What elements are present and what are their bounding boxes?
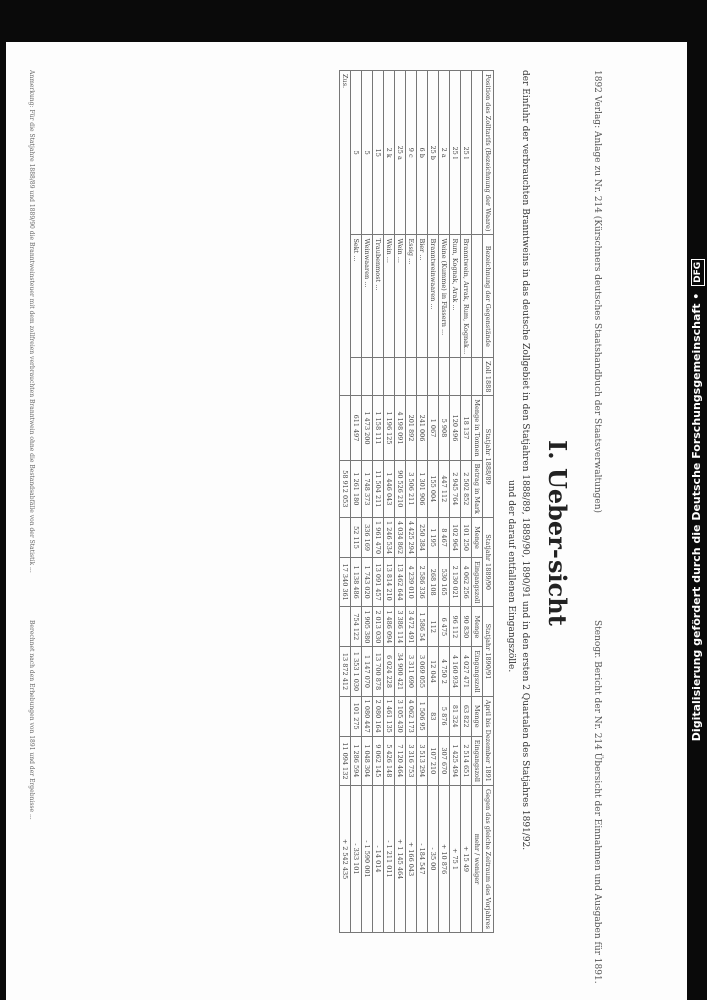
table-cell: 201 892	[406, 396, 417, 460]
table-cell: + 15 49	[461, 785, 472, 932]
header-cell: Gegen das gleiche Zeitraum des Vorjahres	[483, 785, 494, 932]
table-cell: 13 462 644	[395, 558, 406, 607]
table-cell: - 184 547	[417, 785, 428, 932]
table-cell: Wein ...	[384, 235, 395, 358]
table-cell: 530 165	[439, 558, 450, 607]
table-cell: 336 169	[362, 518, 373, 558]
table-cell: 2 k	[384, 71, 395, 235]
table-cell: 5 908	[439, 396, 450, 460]
table-cell: 250 384	[417, 518, 428, 558]
total-cell: 58 912 053	[340, 460, 351, 517]
table-cell: - 1 211 011	[384, 785, 395, 932]
table-cell: 2 945 764	[450, 460, 461, 517]
table-cell: Essig ...	[406, 235, 417, 358]
table-cell: 4 750 2	[439, 647, 450, 696]
subheader-cell: Betrag in Mark	[472, 460, 483, 517]
table-cell: 4 160 934	[450, 647, 461, 696]
dfg-sidebar-text	[687, 0, 707, 1000]
table-cell: 3 311 690	[406, 647, 417, 696]
table-cell	[351, 358, 362, 396]
table-cell: 4 062 173	[406, 696, 417, 736]
table-cell: 1 961 470	[373, 518, 384, 558]
scan-border-top	[0, 0, 707, 42]
table-cell: 4 239 010	[406, 558, 417, 607]
table-header-row	[483, 71, 494, 933]
table-row	[373, 71, 384, 933]
table-row	[384, 71, 395, 933]
subheader-cell: Menge	[472, 696, 483, 736]
total-cell: + 2 542 435	[340, 785, 351, 932]
table-cell: 6 b	[417, 71, 428, 235]
table-subheader-row	[472, 71, 483, 933]
table-cell	[428, 358, 439, 396]
table-cell	[395, 358, 406, 396]
table-row	[450, 71, 461, 933]
total-cell: 17 340 361	[340, 558, 351, 607]
table-cell: 5 876	[439, 696, 450, 736]
table-cell: 1 301 906	[417, 460, 428, 517]
table-row	[428, 71, 439, 933]
subheader-cell: mehr / weniger	[472, 785, 483, 932]
dfg-sidebar	[687, 0, 707, 1000]
total-cell	[340, 696, 351, 736]
table-row	[461, 71, 472, 933]
table-cell: 3 386 114	[395, 607, 406, 647]
table-cell: - 35 00	[428, 785, 439, 932]
table-cell: Bier ...	[417, 235, 428, 358]
table-cell: 101 275	[351, 696, 362, 736]
total-cell	[340, 396, 351, 460]
table-cell: 101 250	[461, 518, 472, 558]
table-cell: 107 210	[428, 736, 439, 785]
table-cell: 13 814 210	[384, 558, 395, 607]
table-cell	[417, 358, 428, 396]
table-cell: 1 473 200	[362, 396, 373, 460]
dfg-sidebar-label: Digitalisierung gefördert durch die Deutsche Forschungsgemeinschaft •	[690, 292, 703, 742]
table-cell: 81 324	[450, 696, 461, 736]
table-cell: 4 034 862	[395, 518, 406, 558]
table-row	[417, 71, 428, 933]
table-cell: - 1 590 001	[362, 785, 373, 932]
table-cell: 5 426 148	[384, 736, 395, 785]
page-subtitle: der Einfuhr der verbrauchten Branntweins in das deutsche Zollgebiet in den Statjahren 1888/89, 1889/90, 1890/91 und in den ersten 2 Quartalen des Statjahres 1891/92.	[520, 70, 530, 851]
subheader-cell: Menge	[472, 518, 483, 558]
table-cell	[450, 358, 461, 396]
table-cell: Weinwaaren ...	[362, 235, 373, 358]
table-cell: 3 513 294	[417, 736, 428, 785]
header-cell: Statjahr 1888/89	[483, 396, 494, 518]
table-cell: 120 496	[450, 396, 461, 460]
header-cell: Statjahr 1889/90	[483, 518, 494, 607]
table-cell: 12 044	[428, 647, 439, 696]
table-cell: 25 l	[450, 71, 461, 235]
subheader-cell: Eingangszoll	[472, 736, 483, 785]
table-cell: + 166 043	[406, 785, 417, 932]
table-row	[439, 71, 450, 933]
table-cell: - 333 101	[351, 785, 362, 932]
table-cell: 90 526 210	[395, 460, 406, 517]
table-cell	[439, 358, 450, 396]
footnote-left: Anmerkung: Für die Statjahre 1888/89 und 1889/90 die Branntweinsteuer mit dem zollfreien verbrauchten Branntwein ohne die Bestandsabfälle von der Statistik ...	[28, 70, 35, 573]
table-cell: 2 080 164	[373, 696, 384, 736]
table-cell: Traubenmost ...	[373, 235, 384, 358]
rotated-page	[10, 60, 610, 1000]
subheader-cell: Menge in Tonnen	[472, 396, 483, 460]
table-cell: + 10 876	[439, 785, 450, 932]
table-cell: 11 504 211	[373, 460, 384, 517]
table-cell: 4 062 256	[461, 558, 472, 607]
table-cell: 1 067	[428, 396, 439, 460]
table-cell: 9 062 145	[373, 736, 384, 785]
table-cell: 83	[428, 696, 439, 736]
table-cell: 3 472 491	[406, 607, 417, 647]
table-cell: - 14 014	[373, 785, 384, 932]
page-title-part2: sicht	[543, 560, 572, 626]
table-cell: 155 004	[428, 460, 439, 517]
table-cell: 1 147 070	[362, 647, 373, 696]
header-cell: Statjahr 1890/91	[483, 607, 494, 696]
table-cell: 5	[362, 71, 373, 235]
table-cell: 1 506 95	[417, 696, 428, 736]
table-cell: + 1 145 464	[395, 785, 406, 932]
table-cell: 9 c	[406, 71, 417, 235]
table-cell: 34 900 421	[395, 647, 406, 696]
table-cell	[373, 358, 384, 396]
table-cell: 2 130 021	[450, 558, 461, 607]
table-cell: 2 a	[439, 71, 450, 235]
total-cell	[340, 607, 351, 647]
table-cell: 15	[373, 71, 384, 235]
table-cell: Weine (Kumme) in Fässern ...	[439, 235, 450, 358]
table-row	[406, 71, 417, 933]
table-cell: 1 486 094	[384, 607, 395, 647]
table-cell	[384, 358, 395, 396]
table-cell: 52 115	[351, 518, 362, 558]
subheader-cell: Eingangszoll	[472, 558, 483, 607]
table-cell: 754 122	[351, 607, 362, 647]
running-header-left: 1892 Verlag: Anlage zu Nr. 214 (Kürschners deutsches Staatshandbuch der Staatsverwaltungen)	[592, 70, 602, 514]
table-cell: 25 a	[395, 71, 406, 235]
table-cell: 8 467	[439, 518, 450, 558]
header-cell: Position des Zolltarifs (Bezeichnung der Waare)	[483, 71, 494, 235]
header-cell: April bis Dezember 1891	[483, 696, 494, 785]
table-cell: 90 830	[461, 607, 472, 647]
table-cell: 25 b	[428, 71, 439, 235]
table-cell: 18 137	[461, 396, 472, 460]
table-cell: 1 286 594	[351, 736, 362, 785]
table-cell: 1 246 534	[384, 518, 395, 558]
table-cell: 241 006	[417, 396, 428, 460]
table-cell	[461, 358, 472, 396]
table-cell: 96 112	[450, 607, 461, 647]
table-cell: 3 105 430	[395, 696, 406, 736]
table-cell: 3 506 211	[406, 460, 417, 517]
page-subtitle-2: und der darauf entfallenen Eingangszölle.	[506, 480, 516, 673]
table-cell: Branntweinwaaren ...	[428, 235, 439, 358]
table-cell: Branntwein, Arrak, Rum, Kognak...	[461, 235, 472, 358]
table-total-row	[340, 71, 351, 933]
table-row	[395, 71, 406, 933]
table-cell: 1 425 494	[450, 736, 461, 785]
table-cell: 7 120 464	[395, 736, 406, 785]
table-cell: 1 461 135	[384, 696, 395, 736]
table-cell: 1 748 373	[362, 460, 373, 517]
table-cell: 13 091 457	[373, 558, 384, 607]
table-cell: 4 198 091	[395, 396, 406, 460]
table-cell: 1 196 125	[384, 396, 395, 460]
subheader-cell: Eingangszoll	[472, 647, 483, 696]
header-cell: Bezeichnung der Gegenstände	[483, 235, 494, 358]
table-cell: 2 013 030	[373, 607, 384, 647]
table-cell: Sekt ...	[351, 235, 362, 358]
table-cell	[406, 358, 417, 396]
total-cell: 13 872 412	[340, 647, 351, 696]
footnote-right: Berechnet nach den Erhebungen von 1891 und der Ergebnisse ...	[28, 620, 35, 820]
table-cell: 2 586 336	[417, 558, 428, 607]
table-cell: 5	[351, 71, 362, 235]
table-cell: 268 108	[428, 558, 439, 607]
table-cell: 1 353 1 030	[351, 647, 362, 696]
table-cell: 4 027 471	[461, 647, 472, 696]
table-cell: 1 048 304	[362, 736, 373, 785]
subheader-cell: Menge	[472, 607, 483, 647]
data-table	[339, 70, 494, 933]
running-header-right: Stenogr. Bericht der Nr. 214 Übersicht der Einnahmen und Ausgaben für 1891.	[592, 620, 602, 984]
table-cell: 2 502 852	[461, 460, 472, 517]
table-cell: 102 964	[450, 518, 461, 558]
header-cell: Zoll 1888	[483, 358, 494, 396]
table-cell: 307 670	[439, 736, 450, 785]
dfg-logo: DFG	[691, 259, 705, 286]
table-cell: 3 316 753	[406, 736, 417, 785]
table-cell: 2 514 651	[461, 736, 472, 785]
table-cell: 1 195	[428, 518, 439, 558]
table-cell: Rum, Kognak, Arak ...	[450, 235, 461, 358]
total-cell: 11 094 132	[340, 736, 351, 785]
table-cell: 6 475	[439, 607, 450, 647]
table-cell: 25 l	[461, 71, 472, 235]
table-cell: 4 425 294	[406, 518, 417, 558]
table-cell: + 75 1	[450, 785, 461, 932]
table-cell: 1 261 180	[351, 460, 362, 517]
table-cell: 3 069 055	[417, 647, 428, 696]
table-cell: 1 586 54	[417, 607, 428, 647]
total-label: Zus.	[340, 71, 351, 396]
table-cell: Wein ...	[395, 235, 406, 358]
table-cell: 1 080 447	[362, 696, 373, 736]
table-row	[351, 71, 362, 933]
table-cell: 1 446 043	[384, 460, 395, 517]
table-cell: 447 112	[439, 460, 450, 517]
table-row	[362, 71, 373, 933]
table-cell	[362, 358, 373, 396]
total-cell	[340, 518, 351, 558]
page-title-part1: I. Ueber-	[543, 440, 572, 559]
table-cell: 63 822	[461, 696, 472, 736]
table-cell: 1 158 111	[373, 396, 384, 460]
table-cell: 6 024 228	[384, 647, 395, 696]
table-cell: 1 905 380	[362, 607, 373, 647]
table-cell: 112	[428, 607, 439, 647]
table-cell: 1 743 020	[362, 558, 373, 607]
table-cell: 1 138 486	[351, 558, 362, 607]
table-cell: 611 497	[351, 396, 362, 460]
table-cell: 13 700 878	[373, 647, 384, 696]
